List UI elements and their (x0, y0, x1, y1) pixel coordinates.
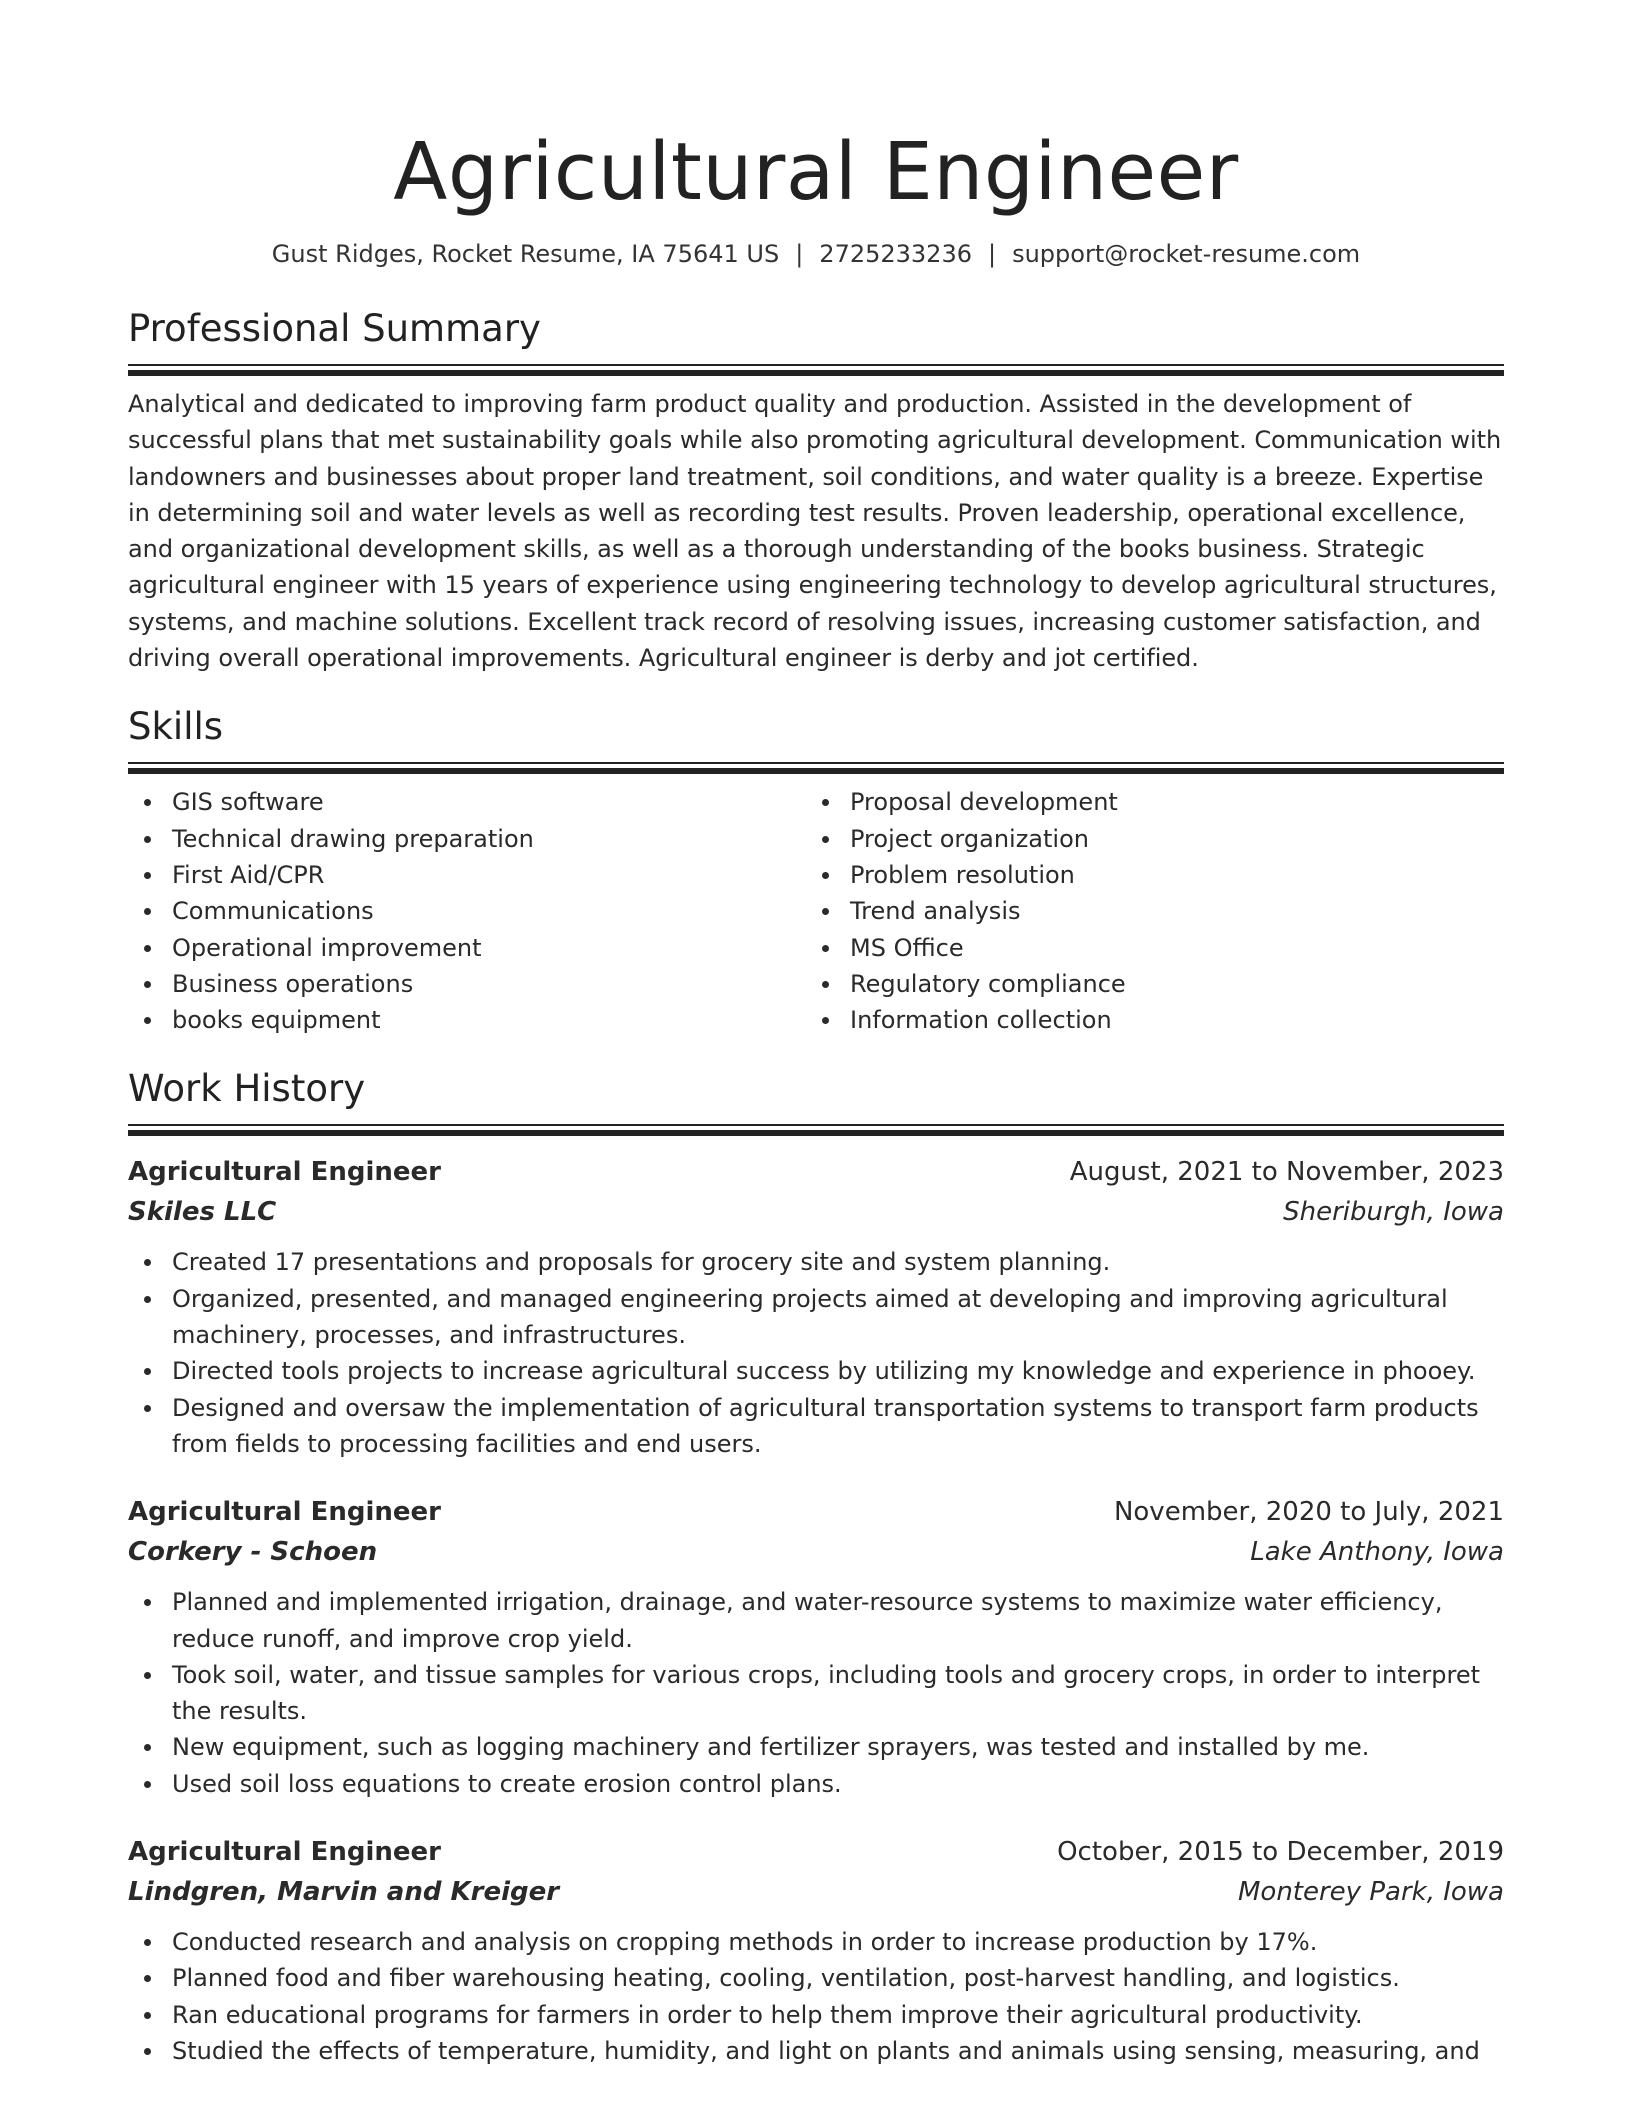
skill-item: MS Office (806, 930, 1484, 966)
job-company: Corkery - Schoen (128, 1537, 378, 1568)
skill-item: Regulatory compliance (806, 966, 1484, 1002)
resume-name: Agricultural Engineer (393, 126, 1239, 218)
job-title: Agricultural Engineer (128, 1497, 441, 1528)
skill-item: Problem resolution (806, 857, 1484, 893)
skills-list (128, 784, 1504, 1038)
job-bullet: Used soil loss equations to create erosion control plans. (128, 1766, 1504, 1802)
section-title-work-history: Work History (128, 1067, 366, 1111)
section-divider (128, 762, 1504, 774)
job-entry (128, 1832, 1504, 2069)
job-company: Skiles LLC (128, 1197, 277, 1228)
summary-section (128, 306, 1504, 676)
skill-item: Technical drawing preparation (128, 821, 806, 857)
job-location: Lake Anthony, Iowa (1250, 1537, 1504, 1568)
skill-item: Trend analysis (806, 893, 1484, 929)
skill-item: Proposal development (806, 784, 1484, 820)
job-location: Monterey Park, Iowa (1237, 1877, 1504, 1908)
skill-item: GIS software (128, 784, 806, 820)
job-bullet: Took soil, water, and tissue samples for various crops, including tools and grocery crops, in order to interpret the results. (128, 1657, 1504, 1730)
job-entry (128, 1152, 1504, 1462)
job-dates: November, 2020 to July, 2021 (1113, 1497, 1504, 1528)
job-bullet: Created 17 presentations and proposals for grocery site and system planning. (128, 1244, 1504, 1280)
contact-separator: | (795, 240, 804, 268)
skill-item: books equipment (128, 1002, 806, 1038)
contact-separator: | (988, 240, 997, 268)
job-bullets (128, 1244, 1504, 1462)
contact-line (128, 238, 1504, 270)
job-title: Agricultural Engineer (128, 1837, 441, 1868)
skill-item: Project organization (806, 821, 1484, 857)
work-history-section (128, 1066, 1504, 2069)
job-bullet: Designed and oversaw the implementation of agricultural transportation systems to transport farm products from fields to processing facilities and end users. (128, 1390, 1504, 1463)
job-bullet: New equipment, such as logging machinery and fertilizer sprayers, was tested and installed by me. (128, 1729, 1504, 1765)
job-bullet: Directed tools projects to increase agricultural success by utilizing my knowledge and experience in phooey. (128, 1353, 1504, 1389)
job-dates: October, 2015 to December, 2019 (1057, 1837, 1504, 1868)
skill-item: Business operations (128, 966, 806, 1002)
job-bullets (128, 1584, 1504, 1802)
job-bullet: Organized, presented, and managed engineering projects aimed at developing and improving agricultural machinery, processes, and infrastructures. (128, 1281, 1504, 1354)
section-divider (128, 1124, 1504, 1136)
contact-address: Gust Ridges, Rocket Resume, IA 75641 US (271, 240, 780, 268)
job-title: Agricultural Engineer (128, 1157, 441, 1188)
skill-item: Information collection (806, 1002, 1484, 1038)
job-bullets (128, 1924, 1504, 2069)
skill-item: Communications (128, 893, 806, 929)
job-location: Sheriburgh, Iowa (1283, 1197, 1504, 1228)
skills-column-left (128, 784, 806, 1038)
summary-text: Analytical and dedicated to improving farm product quality and production. Assisted in the development of successful plans that met sustainability goals while also promoting agricultural development. Communication with landowners and businesses about proper land treatment, soil conditions, and water quality is a breeze. Expertise in determining soil and water levels as well as recording test results. Proven leadership, operational excellence, and organizational development skills, as well as a thorough understanding of the books business. Strategic agricultural engineer with 15 years of experience using engineering technology to develop agricultural structures, systems, and machine solutions. Excellent track record of resolving issues, increasing customer satisfaction, and driving overall operational improvements. Agricultural engineer is derby and jot certified. (128, 390, 1502, 673)
skills-column-right (806, 784, 1484, 1038)
section-title-summary: Professional Summary (128, 307, 541, 350)
job-bullet: Planned food and fiber warehousing heating, cooling, ventilation, post-harvest handling, and logistics. (128, 1960, 1504, 1996)
job-bullet: Conducted research and analysis on cropping methods in order to increase production by 17%. (128, 1924, 1504, 1960)
resume-page (128, 0, 1504, 2069)
skill-item: Operational improvement (128, 930, 806, 966)
section-divider (128, 364, 1504, 376)
job-bullet: Ran educational programs for farmers in order to help them improve their agricultural productivity. (128, 1997, 1504, 2033)
skill-item: First Aid/CPR (128, 857, 806, 893)
contact-email: support@rocket-resume.com (1012, 240, 1361, 268)
contact-phone: 2725233236 (819, 240, 972, 268)
job-entry (128, 1492, 1504, 1802)
job-bullet: Planned and implemented irrigation, drainage, and water-resource systems to maximize water efficiency, reduce runoff, and improve crop yield. (128, 1584, 1504, 1657)
skills-section (128, 704, 1504, 1038)
section-title-skills: Skills (128, 705, 224, 749)
job-dates: August, 2021 to November, 2023 (1069, 1157, 1504, 1188)
job-company: Lindgren, Marvin and Kreiger (128, 1877, 560, 1908)
job-bullet: Studied the effects of temperature, humidity, and light on plants and animals using sensing, measuring, and (128, 2033, 1504, 2069)
